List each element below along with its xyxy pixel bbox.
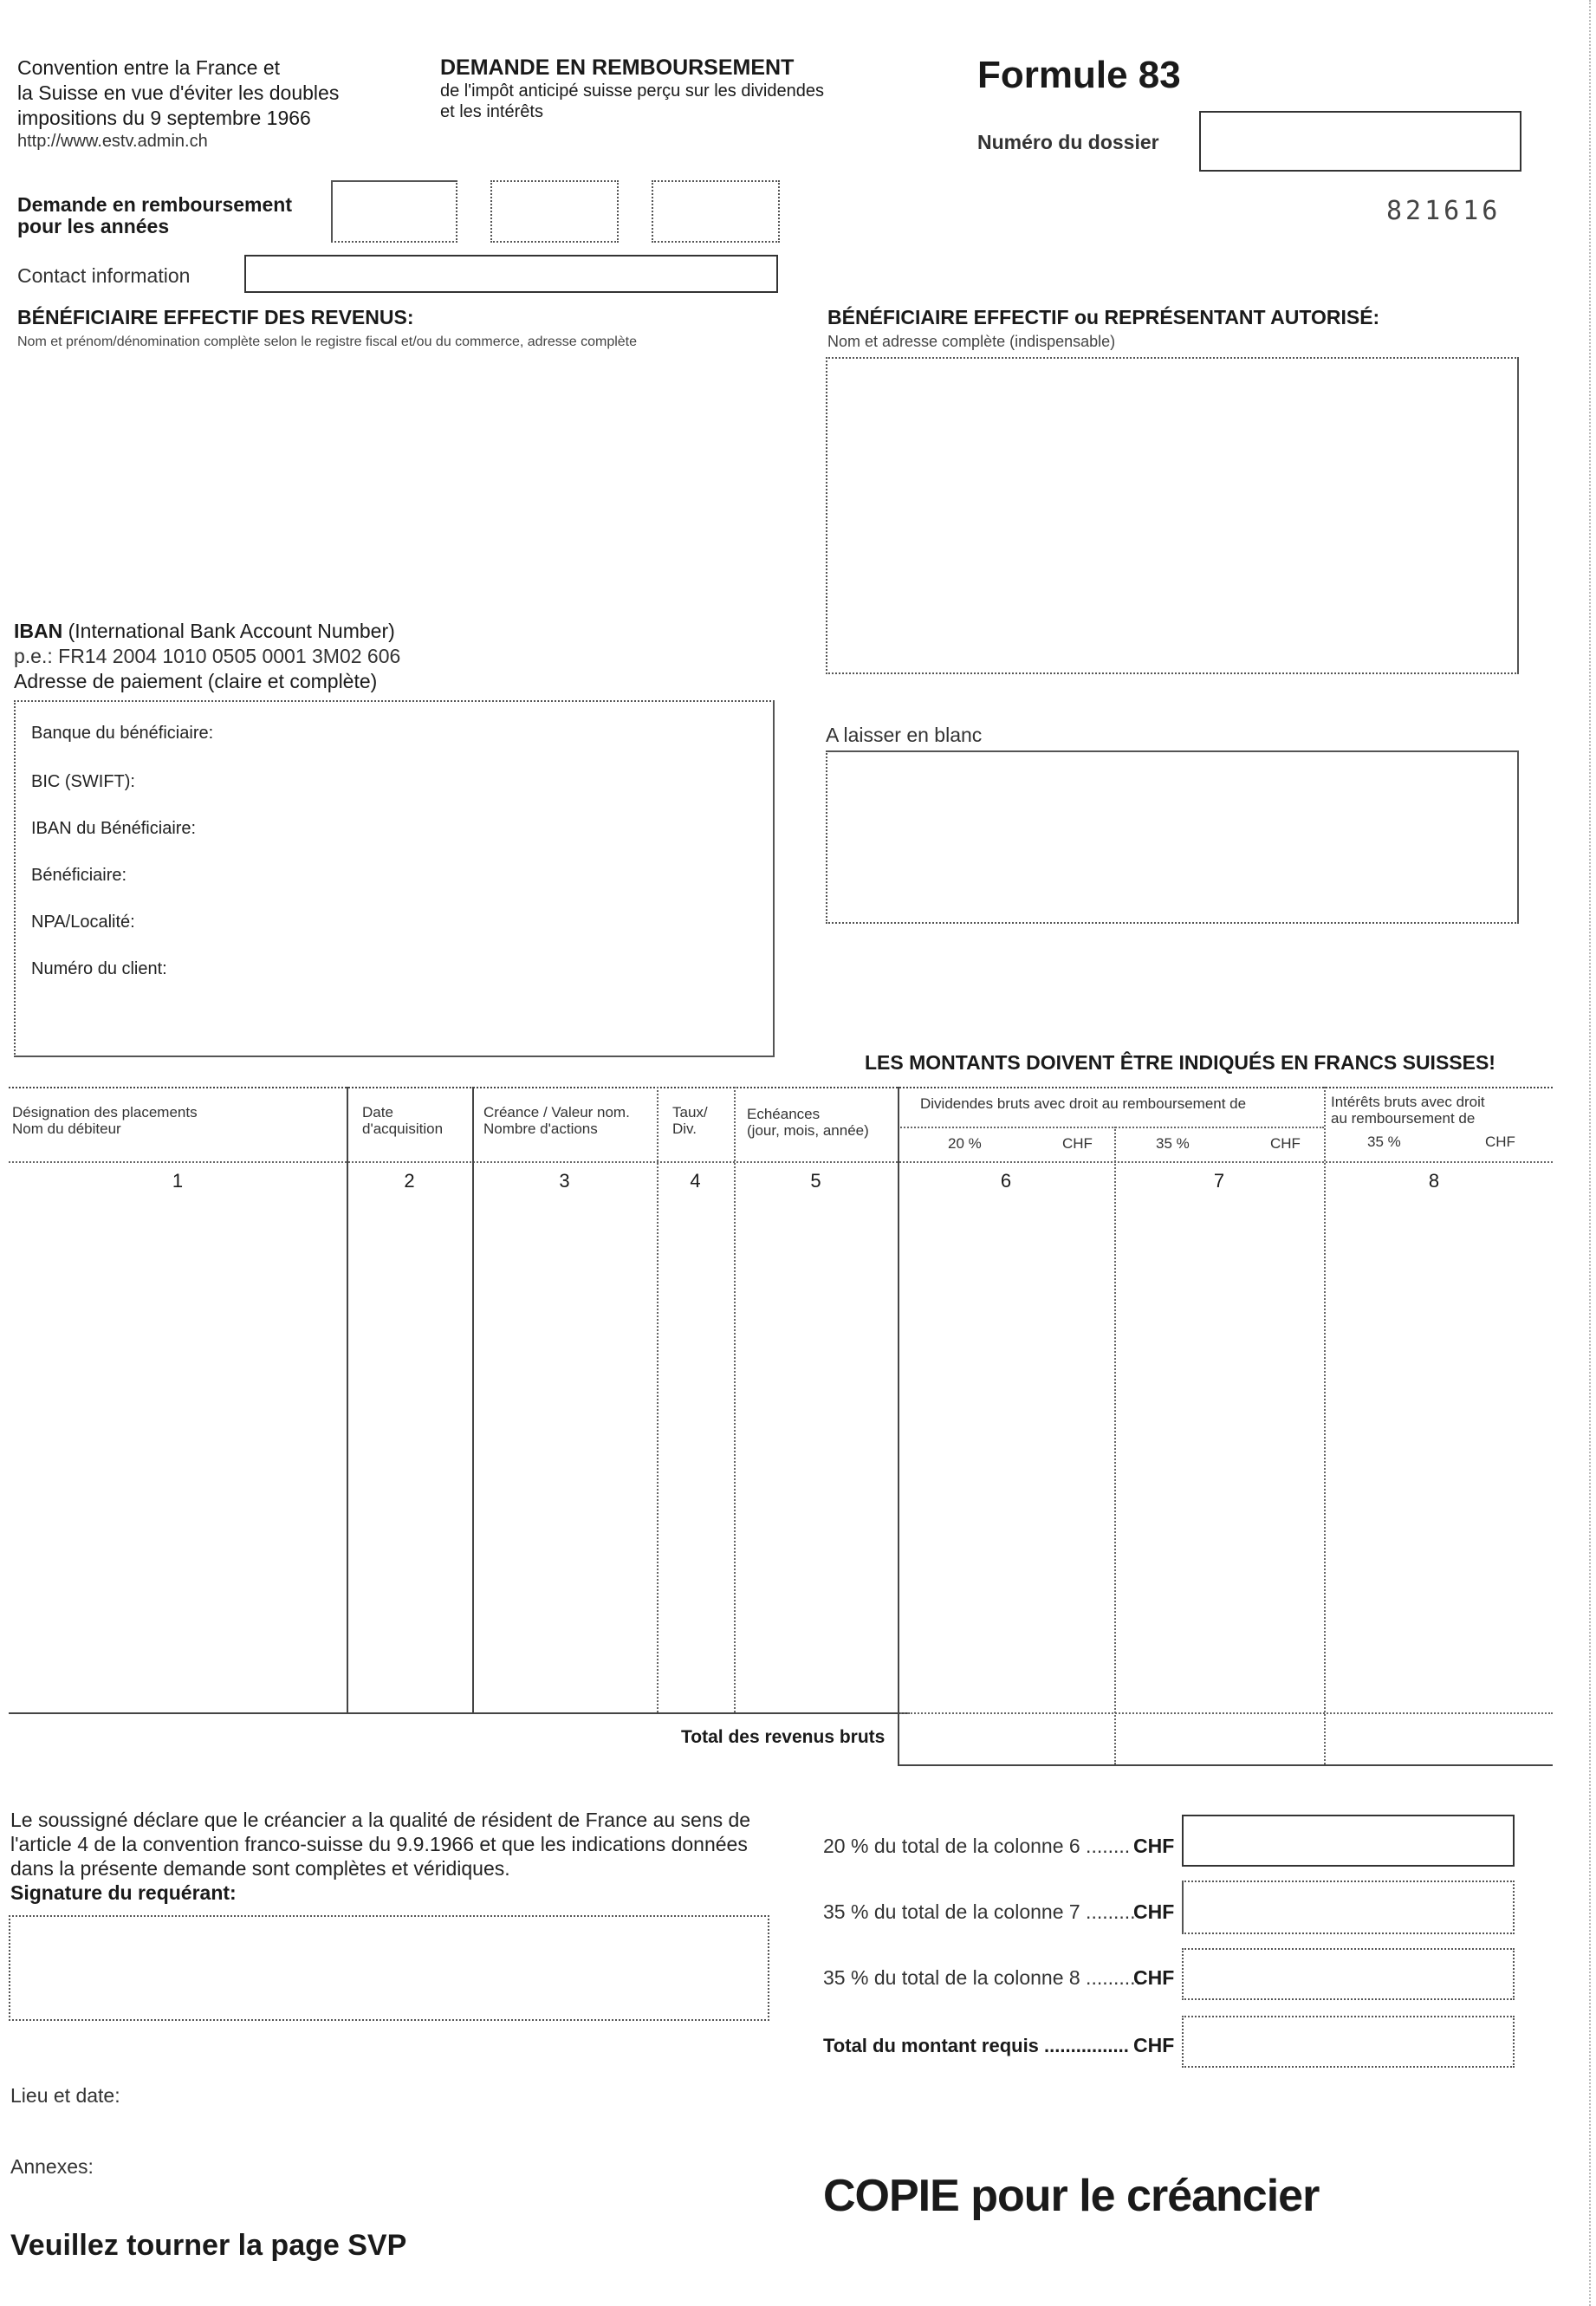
header-col-1	[12, 1104, 198, 1137]
total-label: Total des revenus bruts	[681, 1727, 886, 1747]
iban-block	[14, 619, 499, 694]
total-row-2-field[interactable]	[1182, 1881, 1515, 1934]
col-divider	[1114, 1127, 1116, 1764]
table-bottom-line	[9, 1712, 910, 1714]
url-text: http://www.estv.admin.ch	[17, 132, 208, 151]
representant-sub: Nom et adresse complète (indispensable)	[827, 333, 1116, 350]
signature-field[interactable]	[9, 1915, 769, 2021]
banque-label: Banque du bénéficiaire:	[31, 724, 214, 743]
total-row-1-field[interactable]	[1182, 1815, 1515, 1867]
col-number: 1	[172, 1170, 184, 1192]
bic-label: BIC (SWIFT):	[31, 772, 135, 791]
payment-box	[14, 700, 775, 1057]
demande-title: DEMANDE EN REMBOURSEMENT	[440, 55, 795, 80]
header-col-5	[747, 1106, 869, 1139]
dossier-field[interactable]	[1199, 111, 1521, 172]
header-text: Div.	[672, 1121, 697, 1137]
table-top-line	[9, 1087, 1553, 1088]
header-text: Taux/	[672, 1104, 708, 1121]
lieu-label: Lieu et date:	[10, 2084, 120, 2107]
table-header-line	[9, 1161, 1553, 1163]
header-col-8-rate: 35 %	[1367, 1134, 1401, 1150]
col-number: 5	[810, 1170, 821, 1192]
tourner-notice: Veuillez tourner la page SVP	[10, 2229, 407, 2262]
iban-title: IBAN	[14, 620, 63, 642]
convention-line: la Suisse en vue d'éviter les doubles	[17, 81, 340, 104]
table-bottom-line-right	[898, 1712, 1553, 1714]
iban-label: IBAN du Bénéficiaire:	[31, 819, 197, 838]
header-text: Créance / Valeur nom.	[483, 1104, 630, 1121]
header-text: au remboursement de	[1331, 1110, 1476, 1127]
declaration-line: dans la présente demande sont complètes et véridiques.	[10, 1857, 510, 1880]
copie-title: COPIE pour le créancier	[823, 2171, 1320, 2221]
declaration-line: l'article 4 de la convention franco-suisse du 9.9.1966 et que les indications données	[10, 1833, 748, 1855]
convention-text	[17, 55, 399, 152]
header-col-2	[362, 1104, 443, 1137]
convention-line: Convention entre la France et	[17, 56, 281, 79]
beneficiaire-title: BÉNÉFICIAIRE EFFECTIF DES REVENUS:	[17, 306, 414, 328]
dossier-label: Numéro du dossier	[977, 131, 1159, 153]
header-text: Echéances	[747, 1106, 821, 1122]
iban-address-label: Adresse de paiement (claire et complète)	[14, 670, 378, 692]
signature-label: Signature du requérant:	[10, 1881, 237, 1904]
col-number: 2	[404, 1170, 415, 1192]
demande-header	[440, 55, 925, 122]
declaration-text	[10, 1808, 790, 1881]
beneficiaire-sub: Nom et prénom/dénomination complète selon le registre fiscal et/ou du commerce, adresse complète	[17, 335, 638, 349]
beneficiaire-label: Bénéficiaire:	[31, 866, 127, 885]
serial-number: 821616	[1386, 196, 1502, 226]
total-row-1-chf: CHF	[1133, 1835, 1175, 1857]
iban-title-rest: (International Bank Account Number)	[62, 620, 395, 642]
header-text: d'acquisition	[362, 1121, 444, 1137]
representant-title: BÉNÉFICIAIRE EFFECTIF ou REPRÉSENTANT AUTORISÉ:	[827, 306, 1380, 328]
years-label-line: Demande en remboursement	[17, 193, 292, 216]
header-col-6-rate: 20 %	[948, 1135, 982, 1152]
total-row-2-chf: CHF	[1133, 1900, 1175, 1923]
contact-field[interactable]	[244, 255, 778, 293]
year-field-2[interactable]	[490, 180, 619, 243]
page-edge	[1589, 0, 1591, 2306]
header-col-7-chf: CHF	[1270, 1135, 1301, 1152]
header-text: (jour, mois, année)	[747, 1122, 869, 1139]
representant-field[interactable]	[826, 357, 1519, 674]
montants-notice: LES MONTANTS DOIVENT ÊTRE INDIQUÉS EN FRANCS SUISSES!	[865, 1051, 1495, 1074]
header-col-6-7: Dividendes bruts avec droit au remboursement de	[920, 1095, 1247, 1112]
header-text: Nombre d'actions	[483, 1121, 598, 1137]
formule-title: Formule 83	[977, 54, 1181, 96]
header-text: Désignation des placements	[12, 1104, 198, 1121]
col-number: 8	[1428, 1170, 1440, 1192]
total-row-4-field[interactable]	[1182, 2016, 1515, 2068]
total-row-1-label: 20 % du total de la colonne 6 ........	[823, 1835, 1131, 1857]
demande-sub: de l'impôt anticipé suisse perçu sur les dividendes	[440, 81, 824, 101]
col-number: 7	[1213, 1170, 1225, 1192]
total-row-3-label: 35 % du total de la colonne 8 ..........	[823, 1966, 1141, 1989]
total-row-3-field[interactable]	[1182, 1948, 1515, 2000]
total-row-4-label: Total du montant requis ................	[823, 2035, 1129, 2056]
npa-label: NPA/Localité:	[31, 913, 135, 932]
client-label: Numéro du client:	[31, 959, 167, 978]
col-number: 4	[690, 1170, 701, 1192]
blank-field	[826, 750, 1519, 924]
annexes-label: Annexes:	[10, 2155, 94, 2178]
dividend-subheader-line	[898, 1127, 1324, 1128]
demande-sub: et les intérêts	[440, 102, 543, 121]
header-text: Intérêts bruts avec droit	[1331, 1094, 1485, 1110]
blank-label: A laisser en blanc	[826, 724, 983, 746]
header-text: Date	[362, 1104, 393, 1121]
contact-label: Contact information	[17, 264, 191, 287]
years-label-line: pour les années	[17, 215, 170, 237]
iban-example: p.e.: FR14 2004 1010 0505 0001 3M02 606	[14, 645, 401, 667]
header-col-8-chf: CHF	[1485, 1134, 1515, 1150]
header-col-3	[483, 1104, 630, 1137]
convention-line: impositions du 9 septembre 1966	[17, 107, 311, 129]
header-col-4	[672, 1104, 708, 1137]
header-col-6-chf: CHF	[1062, 1135, 1093, 1152]
total-row-4-chf: CHF	[1133, 2034, 1175, 2056]
col-number: 6	[1000, 1170, 1012, 1192]
total-row-2-label: 35 % du total de la colonne 7 .........	[823, 1900, 1136, 1923]
col-number: 3	[559, 1170, 570, 1192]
header-text: Nom du débiteur	[12, 1121, 121, 1137]
total-row-3-chf: CHF	[1133, 1966, 1175, 1989]
year-field-3[interactable]	[652, 180, 780, 243]
year-field-1[interactable]	[331, 180, 457, 243]
header-col-7-rate: 35 %	[1156, 1135, 1190, 1152]
years-label	[17, 192, 292, 239]
declaration-line: Le soussigné déclare que le créancier a la qualité de résident de France au sens de	[10, 1809, 751, 1831]
total-bottom-line	[898, 1764, 1553, 1766]
header-col-8	[1331, 1094, 1485, 1127]
